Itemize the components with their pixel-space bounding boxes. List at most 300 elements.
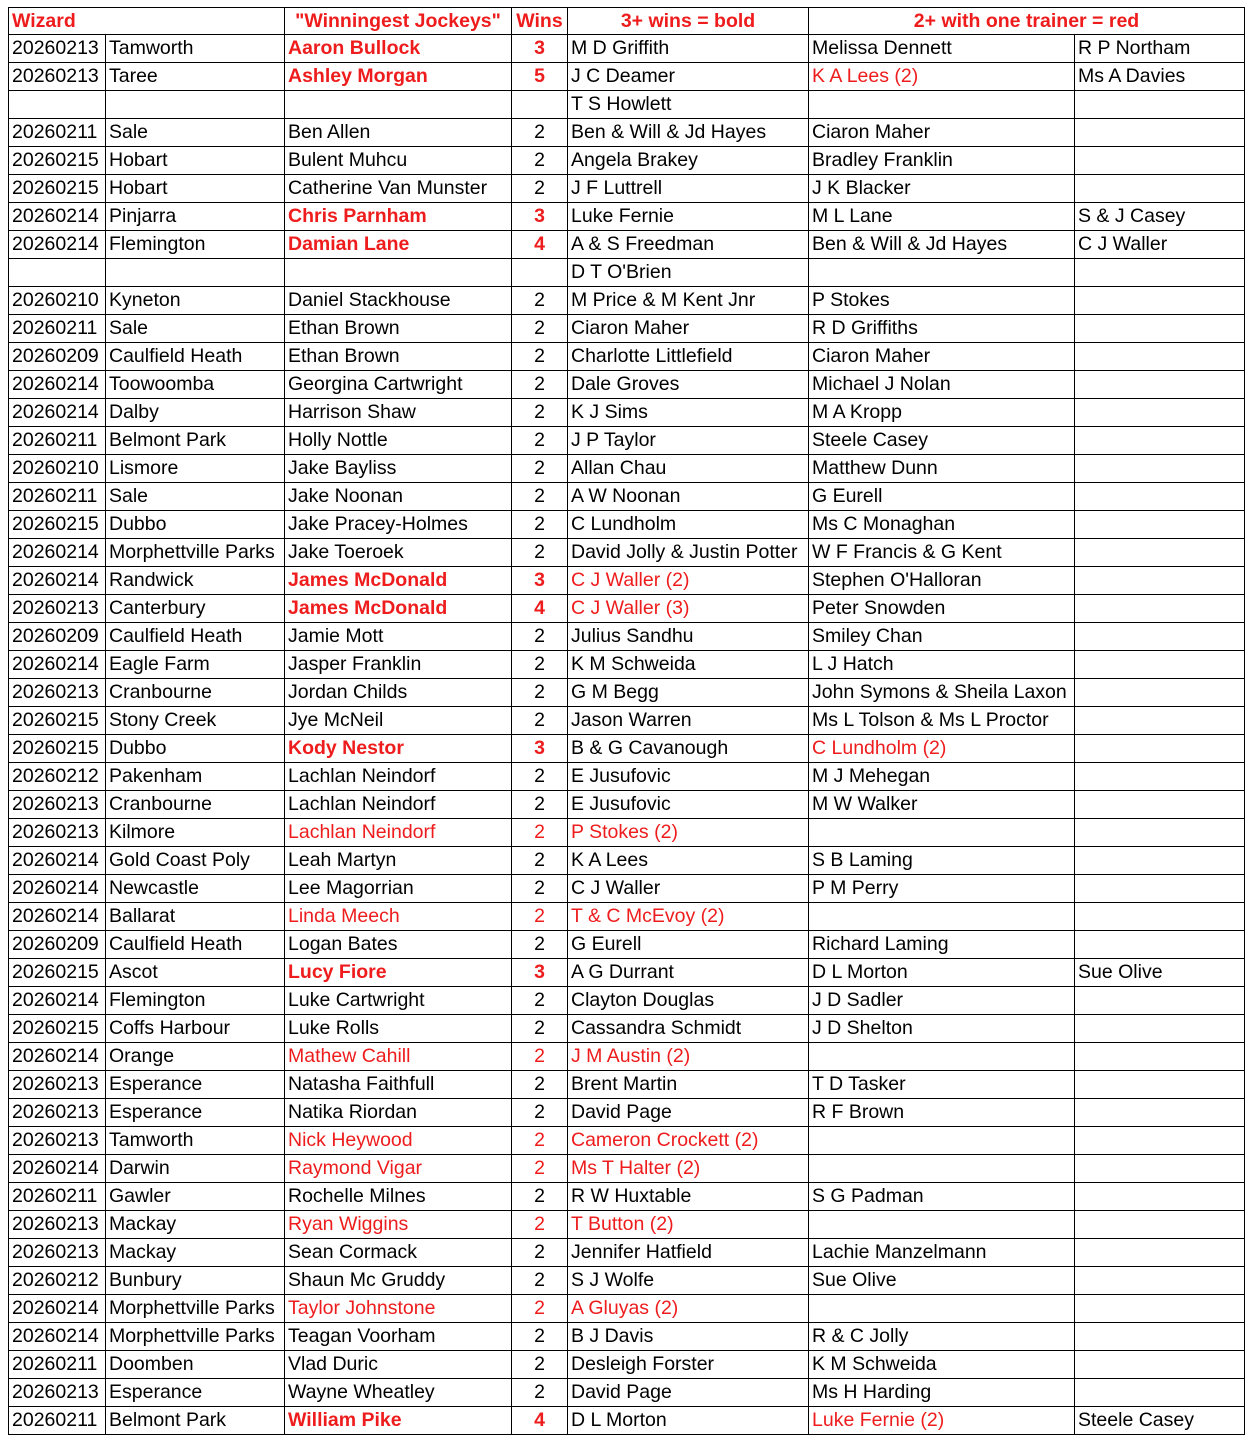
cell-wins[interactable]: 2 [512,903,568,931]
cell-date[interactable]: 20260212 [9,763,106,791]
cell-trainer-2[interactable]: T D Tasker [809,1071,1075,1099]
header-bold-rule[interactable]: 3+ wins = bold [568,8,809,35]
cell-trainer-3[interactable] [1075,1071,1245,1099]
cell-wins[interactable]: 4 [512,1407,568,1435]
cell-date[interactable]: 20260211 [9,119,106,147]
cell-date[interactable]: 20260215 [9,175,106,203]
cell-jockey[interactable]: Nick Heywood [285,1127,512,1155]
cell-trainer-1[interactable]: B J Davis [568,1323,809,1351]
cell-jockey[interactable]: Harrison Shaw [285,399,512,427]
cell-jockey[interactable]: Luke Cartwright [285,987,512,1015]
cell-jockey[interactable]: Lee Magorrian [285,875,512,903]
cell-jockey[interactable]: Georgina Cartwright [285,371,512,399]
cell-wins[interactable]: 2 [512,819,568,847]
cell-trainer-3[interactable] [1075,1295,1245,1323]
cell-jockey[interactable]: Jye McNeil [285,707,512,735]
cell-track[interactable]: Esperance [106,1099,285,1127]
cell-date[interactable]: 20260214 [9,203,106,231]
cell-trainer-1[interactable]: Luke Fernie [568,203,809,231]
cell-track[interactable]: Toowoomba [106,371,285,399]
cell-date[interactable]: 20260215 [9,735,106,763]
cell-wins[interactable] [512,91,568,119]
cell-track[interactable]: Sale [106,483,285,511]
cell-track[interactable]: Orange [106,1043,285,1071]
cell-trainer-2[interactable]: Ciaron Maher [809,343,1075,371]
cell-trainer-1[interactable]: A G Durrant [568,959,809,987]
cell-trainer-2[interactable]: Ms L Tolson & Ms L Proctor [809,707,1075,735]
cell-track[interactable]: Sale [106,315,285,343]
cell-trainer-3[interactable] [1075,315,1245,343]
cell-trainer-3[interactable] [1075,1323,1245,1351]
cell-wins[interactable]: 4 [512,231,568,259]
cell-trainer-3[interactable] [1075,623,1245,651]
cell-trainer-1[interactable]: C Lundholm [568,511,809,539]
cell-track[interactable]: Kilmore [106,819,285,847]
cell-date[interactable]: 20260213 [9,1239,106,1267]
cell-date[interactable]: 20260214 [9,875,106,903]
cell-trainer-3[interactable] [1075,735,1245,763]
cell-trainer-1[interactable]: J F Luttrell [568,175,809,203]
cell-trainer-2[interactable]: Bradley Franklin [809,147,1075,175]
cell-trainer-1[interactable]: P Stokes (2) [568,819,809,847]
cell-wins[interactable]: 3 [512,203,568,231]
cell-track[interactable]: Dubbo [106,735,285,763]
cell-track[interactable]: Bunbury [106,1267,285,1295]
cell-trainer-1[interactable]: M D Griffith [568,35,809,63]
cell-trainer-1[interactable]: David Page [568,1379,809,1407]
cell-trainer-3[interactable]: Steele Casey [1075,1407,1245,1435]
cell-wins[interactable]: 3 [512,567,568,595]
cell-trainer-1[interactable]: G Eurell [568,931,809,959]
cell-trainer-2[interactable]: Melissa Dennett [809,35,1075,63]
cell-trainer-2[interactable]: Luke Fernie (2) [809,1407,1075,1435]
cell-track[interactable]: Lismore [106,455,285,483]
cell-jockey[interactable]: Ethan Brown [285,343,512,371]
cell-trainer-3[interactable] [1075,763,1245,791]
cell-trainer-2[interactable] [809,91,1075,119]
cell-trainer-2[interactable] [809,819,1075,847]
cell-jockey[interactable]: Sean Cormack [285,1239,512,1267]
cell-trainer-2[interactable]: J D Sadler [809,987,1075,1015]
cell-trainer-2[interactable]: K M Schweida [809,1351,1075,1379]
cell-trainer-2[interactable]: P Stokes [809,287,1075,315]
cell-trainer-1[interactable]: Desleigh Forster [568,1351,809,1379]
cell-trainer-3[interactable] [1075,931,1245,959]
cell-track[interactable]: Gawler [106,1183,285,1211]
cell-trainer-2[interactable] [809,903,1075,931]
cell-trainer-2[interactable]: Ms H Harding [809,1379,1075,1407]
cell-date[interactable]: 20260211 [9,427,106,455]
cell-trainer-2[interactable]: G Eurell [809,483,1075,511]
cell-date[interactable]: 20260214 [9,231,106,259]
cell-jockey[interactable]: Rochelle Milnes [285,1183,512,1211]
cell-trainer-2[interactable] [809,1155,1075,1183]
cell-date[interactable]: 20260213 [9,1099,106,1127]
cell-wins[interactable]: 2 [512,427,568,455]
cell-jockey[interactable]: James McDonald [285,567,512,595]
cell-trainer-2[interactable]: S G Padman [809,1183,1075,1211]
cell-trainer-1[interactable]: T & C McEvoy (2) [568,903,809,931]
cell-track[interactable]: Kyneton [106,287,285,315]
cell-wins[interactable]: 2 [512,651,568,679]
cell-jockey[interactable]: Jake Toeroek [285,539,512,567]
cell-trainer-2[interactable] [809,1295,1075,1323]
cell-trainer-1[interactable]: C J Waller [568,875,809,903]
cell-trainer-2[interactable]: C Lundholm (2) [809,735,1075,763]
cell-date[interactable]: 20260214 [9,847,106,875]
cell-wins[interactable]: 2 [512,371,568,399]
cell-date[interactable]: 20260215 [9,147,106,175]
cell-jockey[interactable]: Jordan Childs [285,679,512,707]
cell-trainer-2[interactable]: Smiley Chan [809,623,1075,651]
cell-trainer-3[interactable] [1075,707,1245,735]
cell-trainer-1[interactable]: G M Begg [568,679,809,707]
cell-date[interactable]: 20260209 [9,343,106,371]
cell-trainer-2[interactable]: S B Laming [809,847,1075,875]
cell-trainer-2[interactable]: Peter Snowden [809,595,1075,623]
cell-track[interactable]: Esperance [106,1379,285,1407]
cell-trainer-1[interactable]: J M Austin (2) [568,1043,809,1071]
cell-track[interactable]: Morphettville Parks [106,539,285,567]
cell-trainer-3[interactable] [1075,371,1245,399]
cell-trainer-2[interactable]: Ciaron Maher [809,119,1075,147]
cell-date[interactable]: 20260215 [9,1015,106,1043]
cell-date[interactable]: 20260211 [9,1407,106,1435]
cell-trainer-1[interactable]: A W Noonan [568,483,809,511]
cell-trainer-1[interactable]: Allan Chau [568,455,809,483]
cell-trainer-3[interactable] [1075,987,1245,1015]
cell-wins[interactable]: 2 [512,931,568,959]
cell-trainer-2[interactable]: Lachie Manzelmann [809,1239,1075,1267]
cell-wins[interactable]: 2 [512,147,568,175]
cell-wins[interactable]: 5 [512,63,568,91]
cell-jockey[interactable]: Bulent Muhcu [285,147,512,175]
cell-trainer-3[interactable] [1075,1379,1245,1407]
cell-jockey[interactable]: Lachlan Neindorf [285,791,512,819]
cell-date[interactable]: 20260213 [9,791,106,819]
cell-trainer-3[interactable] [1075,147,1245,175]
cell-jockey[interactable]: Linda Meech [285,903,512,931]
cell-trainer-3[interactable]: Sue Olive [1075,959,1245,987]
cell-jockey[interactable]: Natasha Faithfull [285,1071,512,1099]
cell-jockey[interactable]: Natika Riordan [285,1099,512,1127]
cell-trainer-3[interactable] [1075,427,1245,455]
cell-track[interactable]: Eagle Farm [106,651,285,679]
cell-trainer-1[interactable]: Brent Martin [568,1071,809,1099]
cell-trainer-1[interactable]: C J Waller (2) [568,567,809,595]
cell-wins[interactable]: 2 [512,399,568,427]
cell-trainer-3[interactable]: R P Northam [1075,35,1245,63]
cell-track[interactable]: Mackay [106,1211,285,1239]
cell-wins[interactable]: 2 [512,287,568,315]
cell-wins[interactable]: 2 [512,707,568,735]
cell-trainer-1[interactable]: K J Sims [568,399,809,427]
cell-date[interactable]: 20260215 [9,511,106,539]
cell-date[interactable]: 20260211 [9,1183,106,1211]
cell-trainer-1[interactable]: Jennifer Hatfield [568,1239,809,1267]
cell-trainer-3[interactable] [1075,1155,1245,1183]
cell-wins[interactable]: 2 [512,679,568,707]
cell-wins[interactable]: 2 [512,1043,568,1071]
cell-jockey[interactable]: Lachlan Neindorf [285,763,512,791]
cell-date[interactable]: 20260214 [9,567,106,595]
cell-jockey[interactable]: Raymond Vigar [285,1155,512,1183]
cell-trainer-3[interactable] [1075,679,1245,707]
cell-trainer-2[interactable] [809,259,1075,287]
cell-trainer-2[interactable] [809,1127,1075,1155]
cell-trainer-1[interactable]: E Jusufovic [568,763,809,791]
cell-jockey[interactable]: Lachlan Neindorf [285,819,512,847]
cell-track[interactable]: Taree [106,63,285,91]
cell-track[interactable]: Pakenham [106,763,285,791]
cell-date[interactable]: 20260213 [9,1071,106,1099]
cell-trainer-3[interactable] [1075,1211,1245,1239]
cell-trainer-1[interactable]: T Button (2) [568,1211,809,1239]
cell-jockey[interactable]: Aaron Bullock [285,35,512,63]
cell-trainer-1[interactable]: Cassandra Schmidt [568,1015,809,1043]
cell-jockey[interactable]: Leah Martyn [285,847,512,875]
cell-date[interactable]: 20260214 [9,1155,106,1183]
cell-wins[interactable]: 2 [512,1155,568,1183]
cell-jockey[interactable]: William Pike [285,1407,512,1435]
cell-jockey[interactable]: Jasper Franklin [285,651,512,679]
cell-track[interactable]: Dalby [106,399,285,427]
cell-trainer-2[interactable]: R & C Jolly [809,1323,1075,1351]
cell-trainer-3[interactable] [1075,175,1245,203]
cell-trainer-2[interactable]: K A Lees (2) [809,63,1075,91]
cell-trainer-1[interactable]: Ciaron Maher [568,315,809,343]
cell-trainer-1[interactable]: B & G Cavanough [568,735,809,763]
cell-trainer-2[interactable]: Richard Laming [809,931,1075,959]
cell-jockey[interactable]: Logan Bates [285,931,512,959]
cell-trainer-2[interactable]: L J Hatch [809,651,1075,679]
cell-wins[interactable]: 2 [512,455,568,483]
cell-date[interactable]: 20260210 [9,455,106,483]
cell-wins[interactable]: 2 [512,1351,568,1379]
cell-wins[interactable]: 2 [512,791,568,819]
cell-track[interactable]: Tamworth [106,1127,285,1155]
cell-date[interactable]: 20260213 [9,679,106,707]
cell-track[interactable]: Morphettville Parks [106,1295,285,1323]
cell-track[interactable]: Ascot [106,959,285,987]
cell-date[interactable]: 20260214 [9,1323,106,1351]
cell-date[interactable]: 20260213 [9,1127,106,1155]
cell-wins[interactable]: 2 [512,1379,568,1407]
cell-trainer-1[interactable]: M Price & M Kent Jnr [568,287,809,315]
cell-date[interactable]: 20260211 [9,315,106,343]
cell-wins[interactable]: 2 [512,343,568,371]
cell-jockey[interactable]: Jake Bayliss [285,455,512,483]
cell-wins[interactable] [512,259,568,287]
cell-jockey[interactable]: Daniel Stackhouse [285,287,512,315]
cell-trainer-2[interactable]: Steele Casey [809,427,1075,455]
cell-date[interactable]: 20260214 [9,371,106,399]
cell-jockey[interactable]: Ryan Wiggins [285,1211,512,1239]
cell-trainer-3[interactable] [1075,91,1245,119]
cell-track[interactable]: Dubbo [106,511,285,539]
cell-jockey[interactable]: Mathew Cahill [285,1043,512,1071]
cell-trainer-1[interactable]: Clayton Douglas [568,987,809,1015]
cell-trainer-3[interactable] [1075,819,1245,847]
cell-trainer-2[interactable]: J D Shelton [809,1015,1075,1043]
cell-wins[interactable]: 2 [512,1295,568,1323]
cell-track[interactable] [106,259,285,287]
cell-jockey[interactable]: Ethan Brown [285,315,512,343]
cell-date[interactable]: 20260212 [9,1267,106,1295]
cell-trainer-2[interactable]: John Symons & Sheila Laxon [809,679,1075,707]
cell-jockey[interactable]: Holly Nottle [285,427,512,455]
cell-track[interactable]: Cranbourne [106,679,285,707]
cell-track[interactable]: Canterbury [106,595,285,623]
cell-trainer-2[interactable]: M J Mehegan [809,763,1075,791]
cell-date[interactable]: 20260211 [9,483,106,511]
cell-track[interactable]: Hobart [106,175,285,203]
cell-wins[interactable]: 4 [512,595,568,623]
cell-wins[interactable]: 3 [512,35,568,63]
cell-trainer-1[interactable]: David Page [568,1099,809,1127]
cell-trainer-3[interactable] [1075,791,1245,819]
cell-trainer-3[interactable] [1075,847,1245,875]
cell-trainer-3[interactable] [1075,1099,1245,1127]
cell-trainer-3[interactable] [1075,1267,1245,1295]
cell-jockey[interactable]: Teagan Voorham [285,1323,512,1351]
cell-wins[interactable]: 2 [512,1127,568,1155]
cell-jockey[interactable]: Luke Rolls [285,1015,512,1043]
cell-date[interactable]: 20260215 [9,707,106,735]
cell-trainer-2[interactable]: W F Francis & G Kent [809,539,1075,567]
cell-date[interactable]: 20260213 [9,35,106,63]
cell-wins[interactable]: 2 [512,1071,568,1099]
cell-wins[interactable]: 2 [512,1323,568,1351]
cell-track[interactable]: Esperance [106,1071,285,1099]
cell-trainer-3[interactable] [1075,287,1245,315]
cell-wins[interactable]: 2 [512,1099,568,1127]
cell-jockey[interactable]: Kody Nestor [285,735,512,763]
cell-trainer-1[interactable]: T S Howlett [568,91,809,119]
cell-track[interactable]: Mackay [106,1239,285,1267]
cell-trainer-3[interactable] [1075,875,1245,903]
cell-trainer-2[interactable]: R F Brown [809,1099,1075,1127]
cell-jockey[interactable]: James McDonald [285,595,512,623]
cell-wins[interactable]: 2 [512,763,568,791]
cell-track[interactable]: Flemington [106,231,285,259]
cell-track[interactable]: Caulfield Heath [106,623,285,651]
cell-track[interactable]: Gold Coast Poly [106,847,285,875]
cell-trainer-1[interactable]: Cameron Crockett (2) [568,1127,809,1155]
cell-date[interactable] [9,259,106,287]
cell-track[interactable]: Morphettville Parks [106,1323,285,1351]
header-title[interactable]: "Winningest Jockeys" [285,8,512,35]
cell-trainer-3[interactable] [1075,399,1245,427]
cell-trainer-1[interactable]: K A Lees [568,847,809,875]
cell-jockey[interactable]: Damian Lane [285,231,512,259]
cell-trainer-2[interactable]: Matthew Dunn [809,455,1075,483]
cell-trainer-2[interactable]: Stephen O'Halloran [809,567,1075,595]
cell-wins[interactable]: 2 [512,987,568,1015]
cell-trainer-1[interactable]: S J Wolfe [568,1267,809,1295]
cell-date[interactable]: 20260209 [9,931,106,959]
cell-wins[interactable]: 2 [512,175,568,203]
cell-trainer-3[interactable] [1075,567,1245,595]
cell-trainer-3[interactable]: C J Waller [1075,231,1245,259]
cell-track[interactable]: Belmont Park [106,427,285,455]
cell-wins[interactable]: 2 [512,1183,568,1211]
cell-jockey[interactable]: Wayne Wheatley [285,1379,512,1407]
cell-trainer-1[interactable]: Dale Groves [568,371,809,399]
cell-wins[interactable]: 2 [512,1211,568,1239]
cell-date[interactable]: 20260210 [9,287,106,315]
cell-trainer-3[interactable] [1075,1183,1245,1211]
cell-track[interactable]: Hobart [106,147,285,175]
cell-trainer-3[interactable] [1075,483,1245,511]
cell-track[interactable]: Caulfield Heath [106,343,285,371]
cell-trainer-3[interactable]: Ms A Davies [1075,63,1245,91]
cell-trainer-3[interactable] [1075,455,1245,483]
cell-wins[interactable]: 2 [512,1239,568,1267]
cell-date[interactable]: 20260213 [9,63,106,91]
cell-date[interactable]: 20260214 [9,987,106,1015]
cell-trainer-1[interactable]: A Gluyas (2) [568,1295,809,1323]
cell-trainer-3[interactable] [1075,539,1245,567]
cell-trainer-1[interactable]: Ben & Will & Jd Hayes [568,119,809,147]
cell-trainer-3[interactable] [1075,1043,1245,1071]
cell-date[interactable]: 20260214 [9,903,106,931]
cell-track[interactable]: Coffs Harbour [106,1015,285,1043]
cell-track[interactable]: Darwin [106,1155,285,1183]
cell-date[interactable]: 20260209 [9,623,106,651]
cell-trainer-1[interactable]: David Jolly & Justin Potter [568,539,809,567]
cell-trainer-3[interactable]: S & J Casey [1075,203,1245,231]
header-red-rule[interactable]: 2+ with one trainer = red [809,8,1245,35]
cell-date[interactable]: 20260213 [9,819,106,847]
cell-date[interactable]: 20260213 [9,1379,106,1407]
cell-trainer-1[interactable]: R W Huxtable [568,1183,809,1211]
cell-wins[interactable]: 2 [512,511,568,539]
cell-date[interactable]: 20260214 [9,651,106,679]
cell-jockey[interactable]: Taylor Johnstone [285,1295,512,1323]
cell-trainer-1[interactable]: Jason Warren [568,707,809,735]
cell-trainer-2[interactable]: R D Griffiths [809,315,1075,343]
cell-wins[interactable]: 2 [512,539,568,567]
cell-trainer-1[interactable]: Ms T Halter (2) [568,1155,809,1183]
cell-trainer-1[interactable]: A & S Freedman [568,231,809,259]
cell-trainer-1[interactable]: Charlotte Littlefield [568,343,809,371]
cell-jockey[interactable]: Vlad Duric [285,1351,512,1379]
cell-trainer-2[interactable]: P M Perry [809,875,1075,903]
header-wins[interactable]: Wins [512,8,568,35]
cell-jockey[interactable]: Lucy Fiore [285,959,512,987]
cell-track[interactable] [106,91,285,119]
cell-trainer-2[interactable]: Ben & Will & Jd Hayes [809,231,1075,259]
cell-track[interactable]: Randwick [106,567,285,595]
cell-wins[interactable]: 3 [512,959,568,987]
cell-track[interactable]: Flemington [106,987,285,1015]
cell-trainer-2[interactable]: D L Morton [809,959,1075,987]
cell-trainer-2[interactable]: M L Lane [809,203,1075,231]
cell-jockey[interactable]: Jake Noonan [285,483,512,511]
cell-trainer-3[interactable] [1075,1127,1245,1155]
cell-trainer-1[interactable]: J P Taylor [568,427,809,455]
cell-jockey[interactable]: Shaun Mc Gruddy [285,1267,512,1295]
cell-trainer-1[interactable]: C J Waller (3) [568,595,809,623]
cell-date[interactable]: 20260211 [9,1351,106,1379]
cell-trainer-2[interactable] [809,1043,1075,1071]
cell-track[interactable]: Sale [106,119,285,147]
cell-trainer-3[interactable] [1075,1351,1245,1379]
header-wizard[interactable]: Wizard [9,8,285,35]
cell-trainer-3[interactable] [1075,259,1245,287]
cell-jockey[interactable] [285,91,512,119]
